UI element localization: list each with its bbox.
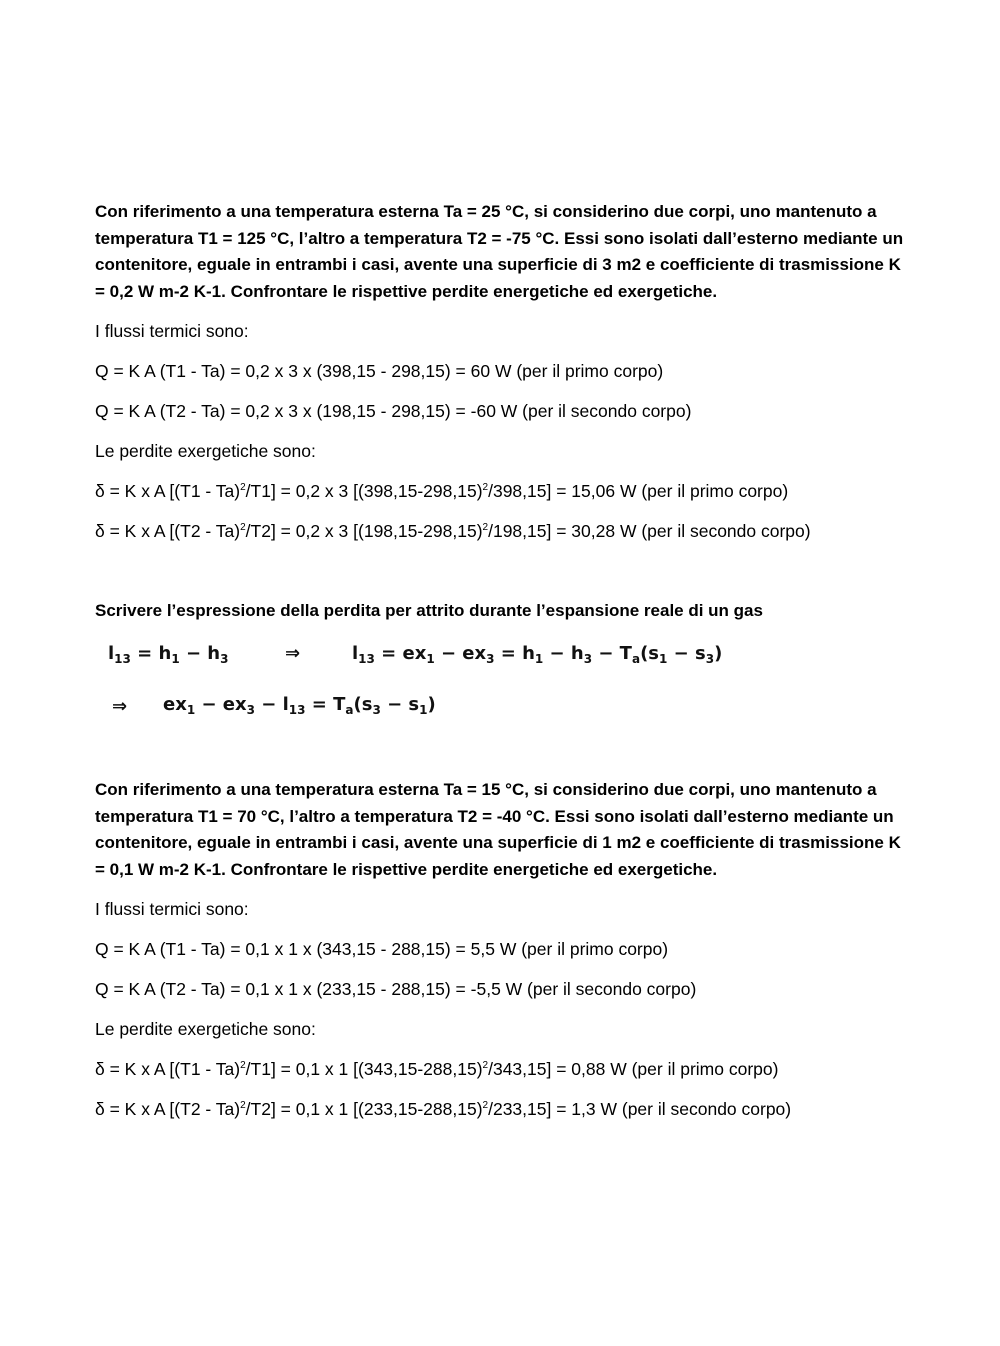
question-1 (95, 199, 915, 305)
question-3 (95, 777, 915, 883)
formula-exergy-work: $l_{13} = ex_1 - ex_3 = h_1 - h_3 - T_a(s_1 - s_3)$ (352, 643, 723, 666)
exergy-d1-3: δ = K x A [(T1 - Ta)$^2$/T1] = 0,1 x 1 $[(343,15-288,15)^2/343,15] = 0,88$ W (per il primo corpo) (95, 1059, 779, 1079)
exergy-d2-1: δ = K x A [(T2 - Ta)$^2$/T2] = 0,2 x 3 $[(198,15-298,15)^2/198,15] = 30,28$ W (per il secondo corpo) (95, 521, 811, 541)
exergy-intro-1: Le perdite exergetiche sono: (95, 441, 316, 461)
exergy-d2-3: δ = K x A [(T2 - Ta)$^2$/T2] = 0,1 x 1 $[(233,15-288,15)^2/233,15] = 1,3$ W (per il secondo corpo) (95, 1099, 792, 1119)
question-2 (95, 598, 915, 625)
flux-q2-1: Q = K A (T2 - Ta) = 0,2 x 3 x (198,15 - 298,15) = -60 W (per il secondo corpo) (95, 401, 692, 421)
formula-friction-loss: $ex_1 - ex_3 - l_{13} = T_a(s_3 - s_1)$ (163, 694, 436, 717)
fluxes-intro-3: I flussi termici sono: (95, 899, 249, 919)
flux-q1-1: Q = K A (T1 - Ta) = 0,2 x 3 x (398,15 - 298,15) = 60 W (per il primo corpo) (95, 361, 664, 381)
question-1-text: Con riferimento a una temperatura esterna Ta = 25 °C, si considerino due corpi, uno mantenuto a temperatura T1 = 125 °C, l’altro a temperatura T2 = -75 °C. Essi sono isolati dall’esterno mediante un contenitore, eguale in entrambi i casi, avente una superficie di 3 m2 e coefficiente di trasmissione K = 0,2 W m-2 K-1. Confrontare le rispettive perdite energetiche ed exergetiche. (95, 202, 904, 301)
implies-arrow-icon: ⇒ (112, 696, 128, 717)
exergy-intro-3: Le perdite exergetiche sono: (95, 1019, 316, 1039)
flux-q1-3: Q = K A (T1 - Ta) = 0,1 x 1 x (343,15 - 288,15) = 5,5 W (per il primo corpo) (95, 939, 669, 959)
implies-arrow-icon: ⇒ (285, 643, 301, 664)
question-2-text: Scrivere l’espressione della perdita per attrito durante l’espansione reale di un gas (95, 601, 763, 620)
formula-work-enthalpy: $l_{13} = h_1 - h_3$ (108, 643, 229, 666)
question-3-text: Con riferimento a una temperatura esterna Ta = 15 °C, si considerino due corpi, uno mantenuto a temperatura T1 = 70 °C, l’altro a temperatura T2 = -40 °C. Essi sono isolati dall’esterno mediante un contenitore, eguale in entrambi i casi, avente una superficie di 1 m2 e coefficiente di trasmissione K = 0,1 W m-2 K-1. Confrontare le rispettive perdite energetiche ed exergetiche. (95, 780, 901, 879)
flux-q2-3: Q = K A (T2 - Ta) = 0,1 x 1 x (233,15 - 288,15) = -5,5 W (per il secondo corpo) (95, 979, 697, 999)
fluxes-intro-1: I flussi termici sono: (95, 321, 249, 341)
exergy-d1-1: δ = K x A [(T1 - Ta)$^2$/T1] = 0,2 x 3 $[(398,15-298,15)^2/398,15] = 15,06$ W (per il primo corpo) (95, 481, 789, 501)
